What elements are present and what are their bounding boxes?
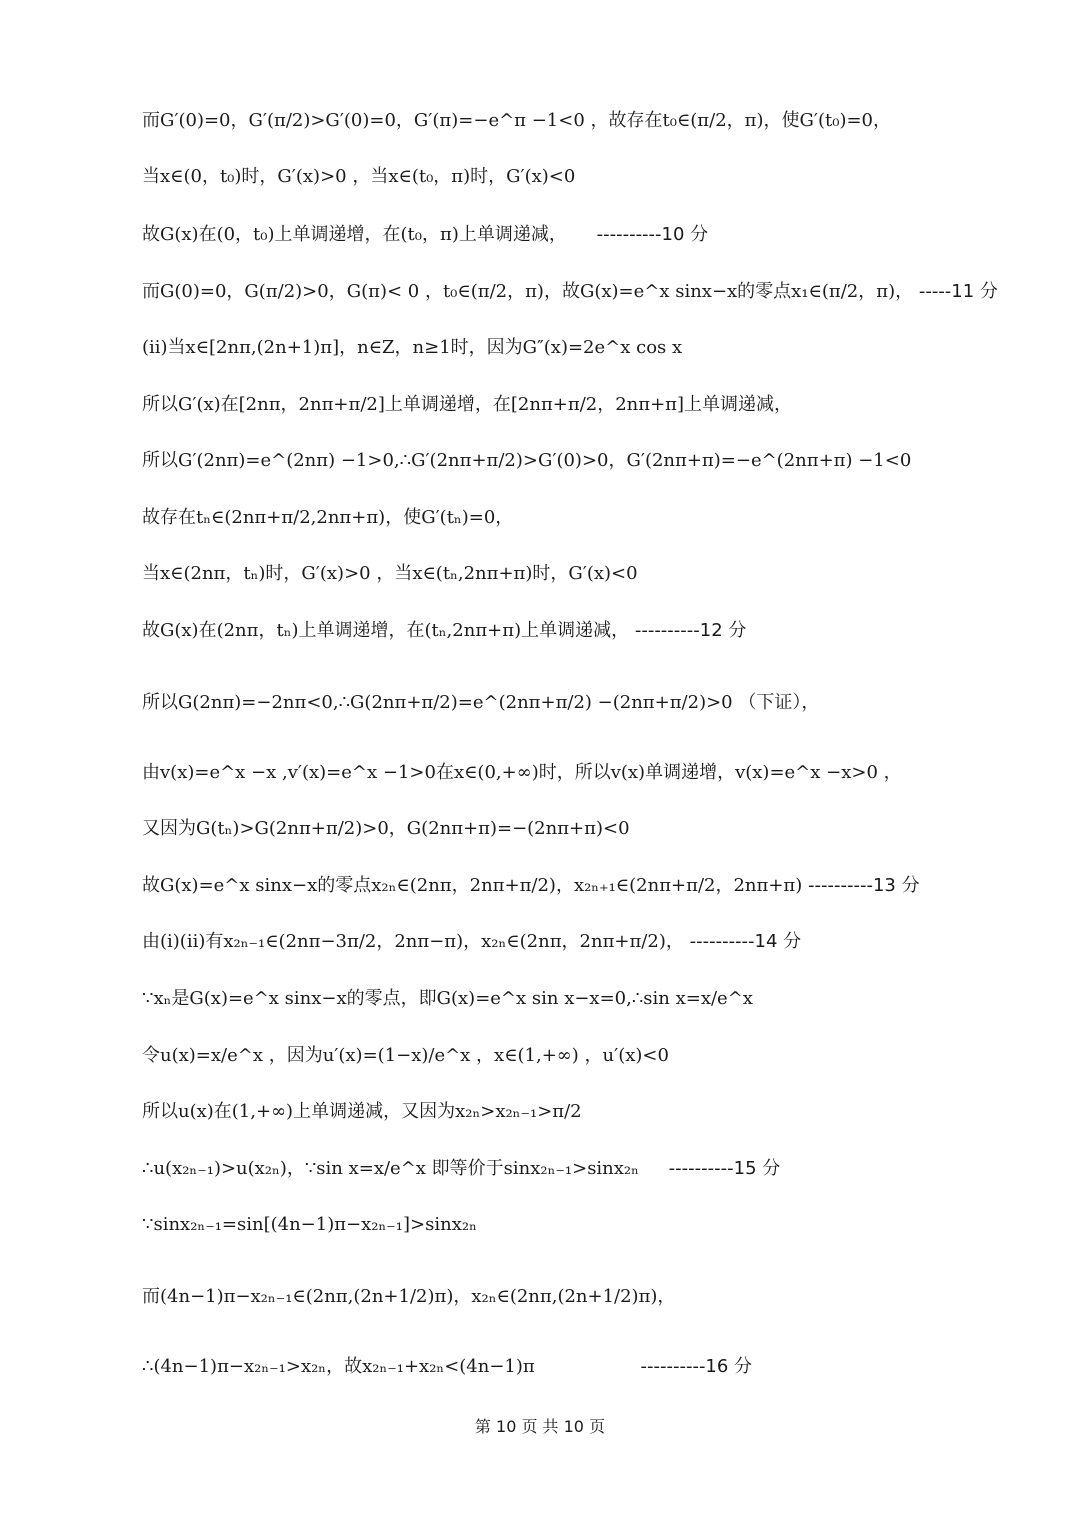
score-marker: ----------14 分 bbox=[689, 931, 802, 952]
solution-line: 当x∈(2nπ，tₙ)时，G′(x)>0 ，当x∈(tₙ,2nπ+π)时，G′(x)<0 bbox=[142, 563, 638, 584]
solution-line: 故G(x)=e^x sinx−x的零点x₂ₙ∈(2nπ，2nπ+π/2)，x₂ₙ₊₁∈(2nπ+π/2，2nπ+π) ----------13 分 bbox=[142, 875, 920, 896]
solution-line: 所以G′(x)在[2nπ，2nπ+π/2]上单调递增，在[2nπ+π/2，2nπ+π]上单调递减， bbox=[142, 394, 793, 415]
solution-line: 所以G′(2nπ)=e^(2nπ) −1>0,∴G′(2nπ+π/2)>G′(0)>0，G′(2nπ+π)=−e^(2nπ+π) −1<0 bbox=[142, 450, 912, 471]
solution-line: 而G′(0)=0，G′(π/2)>G′(0)=0，G′(π)=−e^π −1<0 ，故存在t₀∈(π/2，π)，使G′(t₀)=0， bbox=[142, 110, 892, 131]
solution-line: ∵sinx₂ₙ₋₁=sin[(4n−1)π−x₂ₙ₋₁]>sinx₂ₙ bbox=[142, 1214, 477, 1235]
solution-line: 当x∈(0，t₀)时，G′(x)>0 ，当x∈(t₀，π)时，G′(x)<0 bbox=[142, 166, 576, 187]
solution-line: 所以u(x)在(1,+∞)上单调递减，又因为x₂ₙ>x₂ₙ₋₁>π/2 bbox=[142, 1101, 582, 1122]
solution-line: 由v(x)=e^x −x ,v′(x)=e^x −1>0在x∈(0,+∞)时，所以v(x)单调递增，v(x)=e^x −x>0 ， bbox=[142, 762, 902, 783]
solution-line: 故G(x)在(0，t₀)上单调递增，在(t₀，π)上单调递减， ----------10 分 bbox=[142, 224, 709, 245]
score-marker: ----------10 分 bbox=[596, 224, 709, 245]
solution-line: 故G(x)在(2nπ，tₙ)上单调递增，在(tₙ,2nπ+π)上单调递减， ----------12 分 bbox=[142, 620, 747, 641]
solution-line: 所以G(2nπ)=−2nπ<0,∴G(2nπ+π/2)=e^(2nπ+π/2) −(2nπ+π/2)>0 （下证）， bbox=[142, 692, 820, 713]
solution-line: ∴(4n−1)π−x₂ₙ₋₁>x₂ₙ，故x₂ₙ₋₁+x₂ₙ<(4n−1)π ----------16 分 bbox=[142, 1356, 753, 1377]
solution-line: 令u(x)=x/e^x ，因为u′(x)=(1−x)/e^x ，x∈(1,+∞) ，u′(x)<0 bbox=[142, 1045, 669, 1066]
solution-line: 又因为G(tₙ)>G(2nπ+π/2)>0，G(2nπ+π)=−(2nπ+π)<0 bbox=[142, 818, 630, 839]
solution-line: 由(i)(ii)有x₂ₙ₋₁∈(2nπ−3π/2，2nπ−π)，x₂ₙ∈(2nπ，2nπ+π/2)， ----------14 分 bbox=[142, 931, 802, 952]
score-marker: ----------13 分 bbox=[808, 875, 920, 896]
solution-line: ∴u(x₂ₙ₋₁)>u(x₂ₙ)，∵sin x=x/e^x 即等价于sinx₂ₙ₋₁>sinx₂ₙ ----------15 分 bbox=[142, 1158, 781, 1179]
solution-line: ∵xₙ是G(x)=e^x sinx−x的零点，即G(x)=e^x sin x−x=0,∴sin x=x/e^x bbox=[142, 988, 753, 1009]
score-marker: -----11 分 bbox=[918, 281, 998, 302]
score-marker: ----------15 分 bbox=[668, 1158, 781, 1179]
score-marker: ----------16 分 bbox=[640, 1356, 753, 1377]
solution-line: 故存在tₙ∈(2nπ+π/2,2nπ+π)，使G′(tₙ)=0， bbox=[142, 507, 514, 528]
solution-line: 而G(0)=0，G(π/2)>0，G(π)< 0 ，t₀∈(π/2，π)，故G(x)=e^x sinx−x的零点x₁∈(π/2，π)， -----11 分 bbox=[142, 281, 998, 302]
page-footer: 第 10 页 共 10 页 bbox=[474, 1417, 606, 1436]
score-marker: ----------12 分 bbox=[634, 620, 747, 641]
solution-line: (ii)当x∈[2nπ,(2n+1)π]，n∈Z，n≥1时，因为G″(x)=2e^x cos x bbox=[142, 337, 683, 358]
solution-line: 而(4n−1)π−x₂ₙ₋₁∈(2nπ,(2n+1/2)π)，x₂ₙ∈(2nπ,(2n+1/2)π)， bbox=[142, 1286, 676, 1307]
